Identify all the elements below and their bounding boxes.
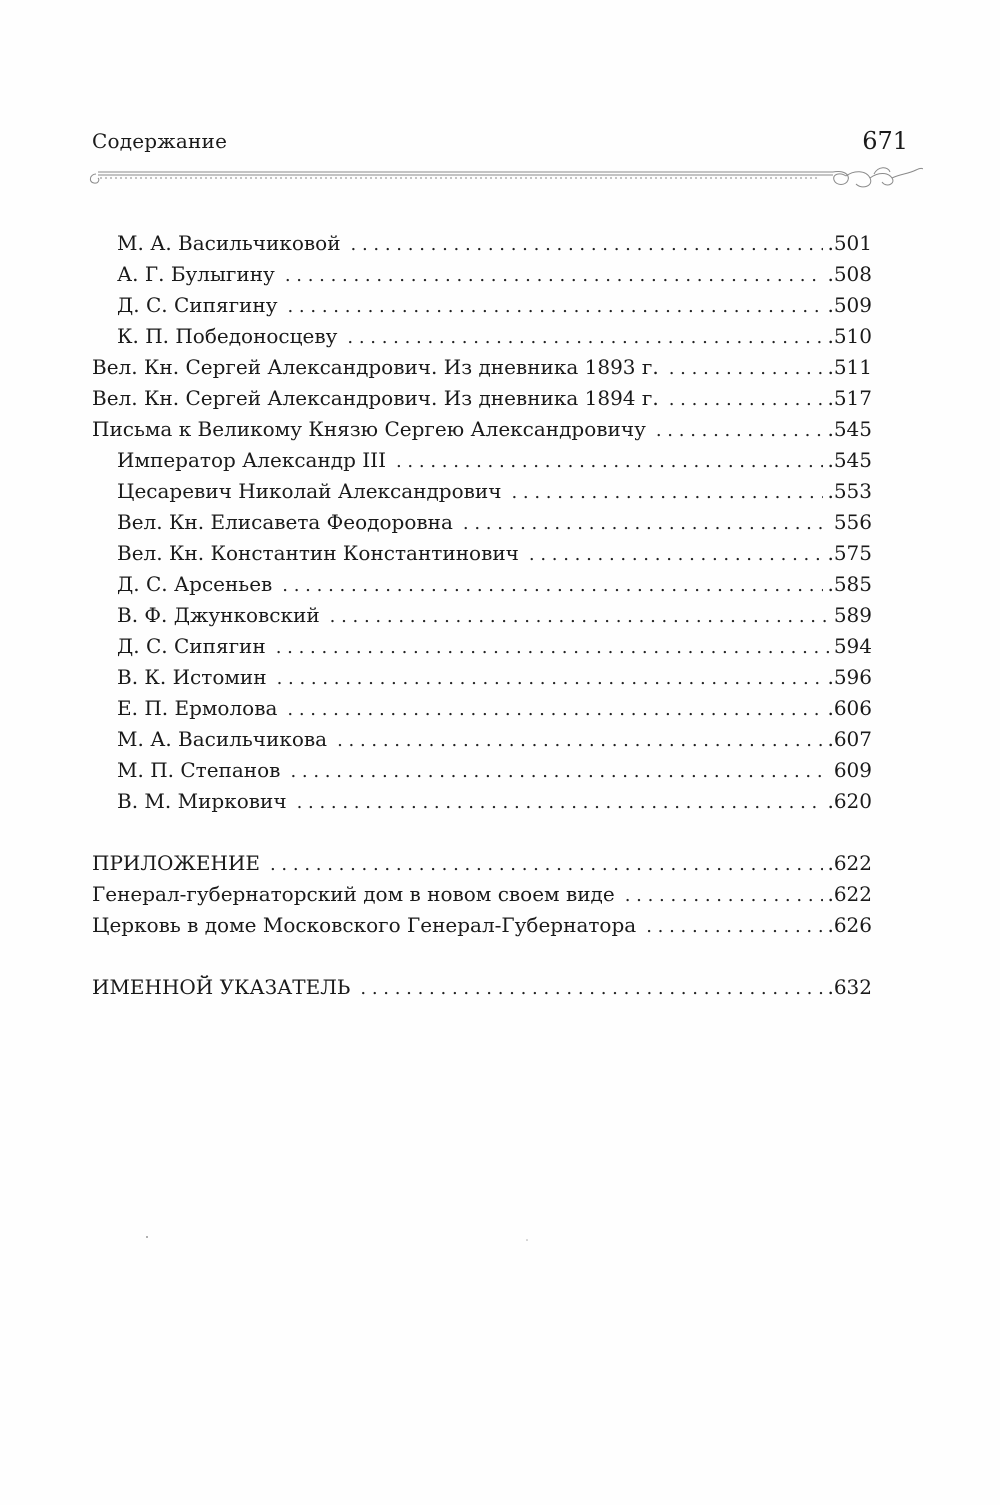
toc-section-letters	[92, 228, 872, 817]
toc-entry-title: Церковь в доме Московского Генерал-Губернатора	[92, 913, 637, 937]
dot-leader	[669, 384, 824, 415]
dot-leader	[529, 539, 824, 570]
dot-leader	[287, 694, 823, 725]
toc-entry-page: 594	[833, 634, 872, 658]
toc-entry-page: .606	[827, 696, 872, 720]
toc-entry-page: .585	[827, 572, 872, 596]
page-number: 671	[862, 127, 908, 155]
toc-entry-page: .545	[827, 448, 872, 472]
dot-leader	[646, 911, 823, 942]
toc-entry	[92, 693, 872, 724]
toc-entry-page: .511	[827, 355, 872, 379]
toc-entry-title: К. П. Победоносцеву	[117, 324, 338, 348]
dot-leader	[290, 756, 829, 787]
table-of-contents	[92, 228, 872, 1003]
dot-leader	[669, 353, 824, 384]
dot-leader	[656, 415, 824, 446]
toc-entry-title: Е. П. Ермолова	[117, 696, 278, 720]
toc-entry-title: В. К. Истомин	[117, 665, 267, 689]
toc-entry	[92, 476, 872, 507]
toc-entry	[92, 383, 872, 414]
toc-entry-page: .508	[827, 262, 872, 286]
dot-leader	[360, 973, 823, 1004]
toc-entry-title: М. А. Васильчикова	[117, 727, 328, 751]
dot-leader	[277, 663, 824, 694]
toc-entry	[92, 631, 872, 662]
toc-entry	[92, 879, 872, 910]
toc-entry-page: .509	[827, 293, 872, 317]
toc-entry-title: Вел. Кн. Константин Константинович	[117, 541, 519, 565]
toc-entry	[92, 755, 872, 786]
toc-entry-page: .501	[827, 231, 872, 255]
toc-entry-title: Д. С. Сипягину	[117, 293, 278, 317]
toc-entry-title: Вел. Кн. Елисавета Феодоровна	[117, 510, 453, 534]
dot-leader	[396, 446, 823, 477]
toc-entry-title: В. М. Миркович	[117, 789, 287, 813]
toc-entry-title: Вел. Кн. Сергей Александрович. Из дневника 1894 г.	[92, 386, 659, 410]
toc-entry-page: 589	[833, 603, 872, 627]
dot-leader	[337, 725, 823, 756]
toc-entry-page: .575	[827, 541, 872, 565]
toc-entry-page: .626	[827, 913, 872, 937]
toc-entry-page: .622	[827, 851, 872, 875]
toc-entry	[92, 538, 872, 569]
toc-entry-page: 556	[833, 510, 872, 534]
dot-leader	[351, 229, 824, 260]
toc-entry-page: .553	[827, 479, 872, 503]
toc-entry	[92, 786, 872, 817]
toc-entry-title: Вел. Кн. Сергей Александрович. Из дневника 1893 г.	[92, 355, 659, 379]
toc-entry	[92, 724, 872, 755]
toc-entry-page: .622	[827, 882, 872, 906]
dot-leader	[297, 787, 824, 818]
toc-entry	[92, 290, 872, 321]
toc-entry-title: Генерал-губернаторский дом в новом своем виде	[92, 882, 615, 906]
toc-entry-page: .607	[827, 727, 872, 751]
toc-entry	[92, 259, 872, 290]
toc-entry-page: .517	[827, 386, 872, 410]
toc-entry	[92, 848, 872, 879]
toc-section-index	[92, 972, 872, 1003]
toc-entry-title: ПРИЛОЖЕНИЕ	[92, 851, 260, 875]
toc-entry-page: .632	[827, 975, 872, 999]
toc-section-appendix	[92, 848, 872, 941]
toc-entry	[92, 445, 872, 476]
dot-leader	[270, 849, 823, 880]
speck	[146, 1236, 148, 1238]
toc-entry	[92, 600, 872, 631]
toc-entry-page: .620	[827, 789, 872, 813]
dot-leader	[347, 322, 823, 353]
dot-leader	[282, 570, 823, 601]
toc-entry	[92, 662, 872, 693]
toc-entry-title: ИМЕННОЙ УКАЗАТЕЛЬ	[92, 975, 351, 999]
dot-leader	[287, 291, 823, 322]
toc-entry	[92, 321, 872, 352]
dot-leader	[463, 508, 830, 539]
toc-entry	[92, 910, 872, 941]
toc-entry-title: М. А. Васильчиковой	[117, 231, 341, 255]
dot-leader	[330, 601, 830, 632]
toc-entry	[92, 569, 872, 600]
toc-entry-title: Цесаревич Николай Александрович	[117, 479, 502, 503]
toc-entry-title: Д. С. Сипягин	[117, 634, 266, 658]
toc-entry-page: .596	[827, 665, 872, 689]
toc-entry-title: А. Г. Булыгину	[117, 262, 275, 286]
toc-entry-title: Д. С. Арсеньев	[117, 572, 273, 596]
dot-leader	[276, 632, 830, 663]
dot-leader	[625, 880, 824, 911]
toc-entry-title: М. П. Степанов	[117, 758, 281, 782]
toc-entry-title: В. Ф. Джунковский	[117, 603, 320, 627]
toc-entry	[92, 507, 872, 538]
toc-entry-title: Письма к Великому Князю Сергею Александровичу	[92, 417, 646, 441]
toc-entry	[92, 228, 872, 259]
speck	[526, 1239, 528, 1241]
toc-entry-title: Император Александр III	[117, 448, 386, 472]
dot-leader	[511, 477, 823, 508]
running-title: Содержание	[92, 129, 228, 153]
toc-entry-page: .510	[827, 324, 872, 348]
toc-entry-page: 609	[833, 758, 872, 782]
toc-entry	[92, 972, 872, 1003]
toc-entry-page: .545	[827, 417, 872, 441]
toc-entry	[92, 414, 872, 445]
dot-leader	[285, 260, 824, 291]
toc-entry	[92, 352, 872, 383]
ornamental-rule-icon	[88, 160, 923, 200]
